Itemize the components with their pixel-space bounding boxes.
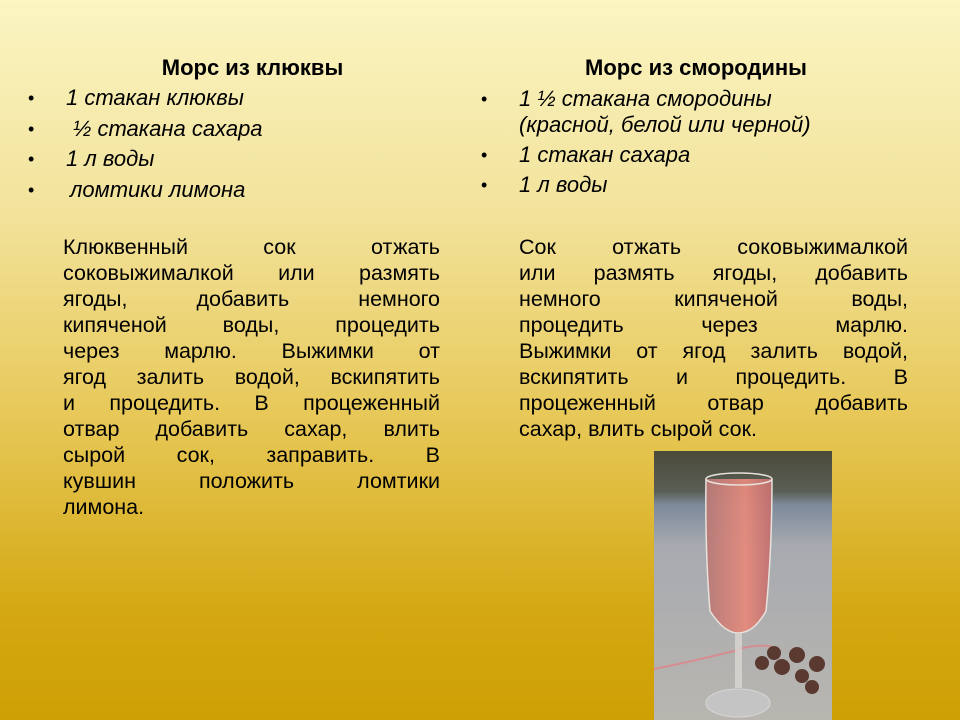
instruction-line: соковыжималкой или размять: [63, 261, 440, 285]
instruction-line: процеженный отвар добавить: [519, 391, 908, 415]
bullet-icon: •: [28, 180, 35, 200]
instruction-line: ягоды, добавить немного: [63, 287, 440, 311]
instruction-line: сырой сок, заправить. В: [63, 443, 440, 467]
instruction-line: кувшин положить ломтики: [63, 469, 440, 493]
bullet-icon: •: [481, 145, 488, 165]
ingredient-item: [28, 85, 244, 111]
right-recipe-title: Морс из смородины: [585, 55, 807, 80]
ingredient-item: [481, 86, 811, 138]
bullet-icon: •: [28, 88, 35, 108]
ingredient-text: 1 л воды: [66, 146, 155, 171]
instruction-line: лимона.: [63, 495, 145, 519]
ingredient-text: 1 ½ стакана смородины: [519, 86, 772, 111]
ingredient-item: [28, 177, 246, 203]
ingredient-item: [481, 142, 691, 168]
instruction-line: кипяченой воды, процедить: [63, 313, 440, 337]
instruction-line: или размять ягоды, добавить: [519, 261, 908, 285]
ingredient-item: [481, 172, 608, 198]
bullet-icon: •: [481, 175, 488, 195]
right-instructions: [519, 234, 908, 442]
instruction-line: Выжимки от ягод залить водой,: [519, 339, 908, 363]
ingredient-item: [28, 146, 155, 172]
instruction-line: немного кипяченой воды,: [519, 287, 908, 311]
bullet-icon: •: [481, 89, 488, 109]
bullet-icon: •: [28, 119, 35, 139]
ingredient-text: ломтики лимона: [70, 177, 246, 202]
instruction-line: процедить через марлю.: [519, 313, 908, 337]
instruction-line: Клюквенный сок отжать: [63, 235, 440, 259]
instruction-line: вскипятить и процедить. В: [519, 365, 908, 389]
instruction-line: Сок отжать соковыжималкой: [519, 235, 908, 259]
ingredient-text: 1 стакан сахара: [519, 142, 691, 167]
instruction-line: отвар добавить сахар, влить: [63, 417, 440, 441]
glass-of-mors-photo: [654, 451, 832, 720]
instruction-line: и процедить. В процеженный: [63, 391, 440, 415]
bullet-icon: •: [28, 149, 35, 169]
left-recipe-title: Морс из клюквы: [161, 55, 344, 80]
instruction-line: ягод залить водой, вскипятить: [63, 365, 440, 389]
left-instructions: [63, 234, 440, 520]
instruction-line: сахар, влить сырой сок.: [519, 417, 758, 441]
ingredient-item: [28, 116, 263, 142]
instruction-line: через марлю. Выжимки от: [63, 339, 440, 363]
ingredient-text: 1 стакан клюквы: [66, 85, 244, 110]
ingredient-text: ½ стакана сахара: [73, 116, 263, 141]
ingredient-text: 1 л воды: [519, 172, 608, 197]
ingredient-text: (красной, белой или черной): [519, 112, 811, 137]
